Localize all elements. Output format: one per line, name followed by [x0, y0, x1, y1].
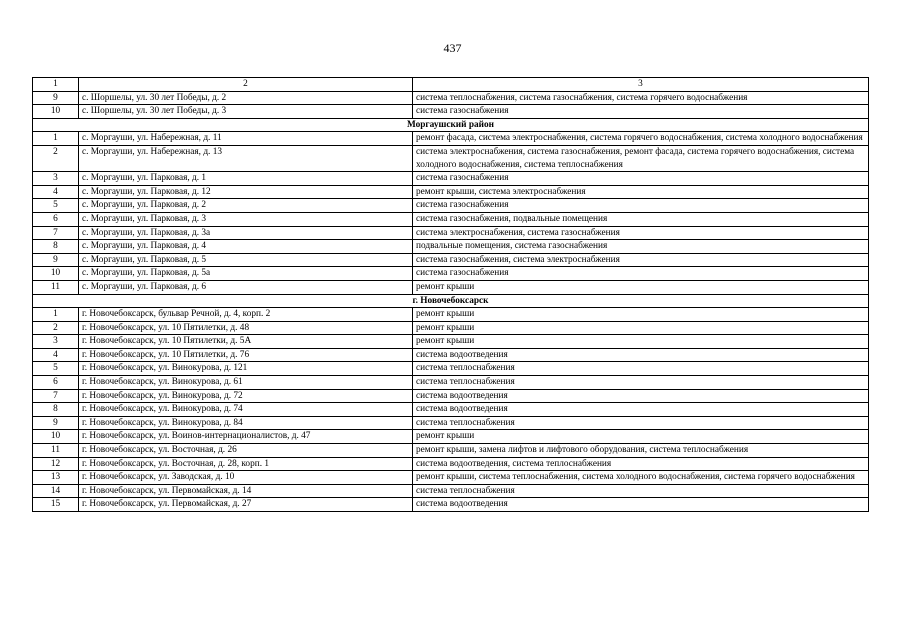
- table-row: [33, 267, 869, 281]
- table-row: [33, 105, 869, 119]
- works-cell: система водоотведения, система теплоснабжения: [413, 457, 869, 471]
- works-cell: система водоотведения: [413, 348, 869, 362]
- table-row: [33, 389, 869, 403]
- address-cell: с. Шоршелы, ул. 30 лет Победы, д. 2: [79, 91, 413, 105]
- page-number: 437: [443, 41, 462, 55]
- address-cell: г. Новочебоксарск, ул. 10 Пятилетки, д. 48: [79, 321, 413, 335]
- works-cell: система газоснабжения: [413, 105, 869, 119]
- table-row: [33, 280, 869, 294]
- row-number-cell: 4: [33, 185, 79, 199]
- row-number-cell: 3: [33, 172, 79, 186]
- works-cell: система электроснабжения, система газоснабжения: [413, 226, 869, 240]
- table-row: [33, 376, 869, 390]
- table-row: [33, 226, 869, 240]
- works-cell: система водоотведения: [413, 498, 869, 512]
- table-row: [33, 240, 869, 254]
- works-cell: ремонт крыши, система теплоснабжения, система холодного водоснабжения, система горячего водоснабжения: [413, 471, 869, 485]
- row-number-cell: 7: [33, 226, 79, 240]
- address-cell: г. Новочебоксарск, ул. Первомайская, д. 14: [79, 484, 413, 498]
- row-number-cell: 7: [33, 389, 79, 403]
- table-row: [33, 253, 869, 267]
- row-number-cell: 9: [33, 91, 79, 105]
- address-cell: г. Новочебоксарск, ул. Винокурова, д. 84: [79, 416, 413, 430]
- works-cell: подвальные помещения, система газоснабжения: [413, 240, 869, 254]
- table-row: [33, 457, 869, 471]
- address-cell: г. Новочебоксарск, бульвар Речной, д. 4, корп. 2: [79, 308, 413, 322]
- address-cell: с. Моргауши, ул. Парковая, д. 12: [79, 185, 413, 199]
- works-cell: система газоснабжения: [413, 172, 869, 186]
- row-number-cell: 6: [33, 212, 79, 226]
- works-cell: ремонт крыши: [413, 430, 869, 444]
- address-cell: с. Моргауши, ул. Парковая, д. 4: [79, 240, 413, 254]
- address-cell: с. Моргауши, ул. Парковая, д. 3а: [79, 226, 413, 240]
- address-cell: г. Новочебоксарск, ул. Первомайская, д. 27: [79, 498, 413, 512]
- section-header-row: [33, 294, 869, 308]
- row-number-cell: 4: [33, 348, 79, 362]
- address-cell: с. Моргауши, ул. Набережная, д. 13: [79, 145, 413, 171]
- works-cell: ремонт крыши: [413, 335, 869, 349]
- header-col-2: 2: [79, 78, 413, 92]
- works-cell: система теплоснабжения: [413, 362, 869, 376]
- row-number-cell: 3: [33, 335, 79, 349]
- header-col-3: 3: [413, 78, 869, 92]
- address-cell: с. Шоршелы, ул. 30 лет Победы, д. 3: [79, 105, 413, 119]
- address-cell: с. Моргауши, ул. Парковая, д. 1: [79, 172, 413, 186]
- table-row: [33, 430, 869, 444]
- works-cell: система водоотведения: [413, 403, 869, 417]
- row-number-cell: 8: [33, 240, 79, 254]
- row-number-cell: 8: [33, 403, 79, 417]
- works-cell: система электроснабжения, система газоснабжения, ремонт фасада, система горячего водоснабжения, система холодного водоснабжения, система теплоснабжения: [413, 145, 869, 171]
- row-number-cell: 1: [33, 308, 79, 322]
- table-row: [33, 172, 869, 186]
- table-row: [33, 348, 869, 362]
- row-number-cell: 13: [33, 471, 79, 485]
- works-cell: ремонт фасада, система электроснабжения, система горячего водоснабжения, система холодного водоснабжения: [413, 132, 869, 146]
- row-number-cell: 5: [33, 199, 79, 213]
- address-cell: с. Моргауши, ул. Парковая, д. 5: [79, 253, 413, 267]
- section-header-row: [33, 118, 869, 132]
- table-row: [33, 403, 869, 417]
- address-cell: г. Новочебоксарск, ул. 10 Пятилетки, д. 76: [79, 348, 413, 362]
- row-number-cell: 15: [33, 498, 79, 512]
- section-title: г. Новочебоксарск: [33, 294, 869, 308]
- table-row: [33, 484, 869, 498]
- address-cell: г. Новочебоксарск, ул. Восточная, д. 28, корп. 1: [79, 457, 413, 471]
- row-number-cell: 10: [33, 267, 79, 281]
- works-cell: система теплоснабжения: [413, 376, 869, 390]
- address-cell: с. Моргауши, ул. Парковая, д. 3: [79, 212, 413, 226]
- row-number-cell: 11: [33, 444, 79, 458]
- table-row: [33, 321, 869, 335]
- table-body: [33, 78, 869, 512]
- row-number-cell: 12: [33, 457, 79, 471]
- table-row: [33, 145, 869, 171]
- table-row: [33, 471, 869, 485]
- works-cell: система газоснабжения, подвальные помещения: [413, 212, 869, 226]
- row-number-cell: 1: [33, 132, 79, 146]
- repair-works-table: [32, 77, 869, 512]
- row-number-cell: 9: [33, 416, 79, 430]
- table-row: [33, 212, 869, 226]
- address-cell: г. Новочебоксарск, ул. 10 Пятилетки, д. 5А: [79, 335, 413, 349]
- table-row: [33, 335, 869, 349]
- address-cell: г. Новочебоксарск, ул. Винокурова, д. 74: [79, 403, 413, 417]
- row-number-cell: 2: [33, 321, 79, 335]
- works-cell: ремонт крыши: [413, 280, 869, 294]
- address-cell: г. Новочебоксарск, ул. Винокурова, д. 121: [79, 362, 413, 376]
- row-number-cell: 6: [33, 376, 79, 390]
- works-cell: ремонт крыши, система электроснабжения: [413, 185, 869, 199]
- section-title: Моргаушский район: [33, 118, 869, 132]
- works-cell: ремонт крыши, замена лифтов и лифтового оборудования, система теплоснабжения: [413, 444, 869, 458]
- works-cell: система теплоснабжения: [413, 484, 869, 498]
- works-cell: система водоотведения: [413, 389, 869, 403]
- table-row: [33, 498, 869, 512]
- table-row: [33, 416, 869, 430]
- address-cell: с. Моргауши, ул. Набережная, д. 11: [79, 132, 413, 146]
- table-row: [33, 91, 869, 105]
- address-cell: с. Моргауши, ул. Парковая, д. 2: [79, 199, 413, 213]
- table-header-row: [33, 78, 869, 92]
- header-col-1: 1: [33, 78, 79, 92]
- row-number-cell: 5: [33, 362, 79, 376]
- works-cell: система газоснабжения: [413, 199, 869, 213]
- address-cell: г. Новочебоксарск, ул. Восточная, д. 26: [79, 444, 413, 458]
- works-cell: ремонт крыши: [413, 308, 869, 322]
- address-cell: с. Моргауши, ул. Парковая, д. 5а: [79, 267, 413, 281]
- table-row: [33, 362, 869, 376]
- address-cell: г. Новочебоксарск, ул. Заводская, д. 10: [79, 471, 413, 485]
- table-row: [33, 308, 869, 322]
- table-row: [33, 444, 869, 458]
- table-row: [33, 199, 869, 213]
- works-cell: система теплоснабжения: [413, 416, 869, 430]
- address-cell: с. Моргауши, ул. Парковая, д. 6: [79, 280, 413, 294]
- address-cell: г. Новочебоксарск, ул. Винокурова, д. 72: [79, 389, 413, 403]
- works-cell: система газоснабжения, система электроснабжения: [413, 253, 869, 267]
- works-cell: ремонт крыши: [413, 321, 869, 335]
- row-number-cell: 2: [33, 145, 79, 171]
- works-cell: система газоснабжения: [413, 267, 869, 281]
- row-number-cell: 14: [33, 484, 79, 498]
- works-cell: система теплоснабжения, система газоснабжения, система горячего водоснабжения: [413, 91, 869, 105]
- address-cell: г. Новочебоксарск, ул. Винокурова, д. 61: [79, 376, 413, 390]
- table-row: [33, 132, 869, 146]
- row-number-cell: 10: [33, 430, 79, 444]
- table-row: [33, 185, 869, 199]
- row-number-cell: 9: [33, 253, 79, 267]
- address-cell: г. Новочебоксарск, ул. Воинов-интернационалистов, д. 47: [79, 430, 413, 444]
- row-number-cell: 10: [33, 105, 79, 119]
- row-number-cell: 11: [33, 280, 79, 294]
